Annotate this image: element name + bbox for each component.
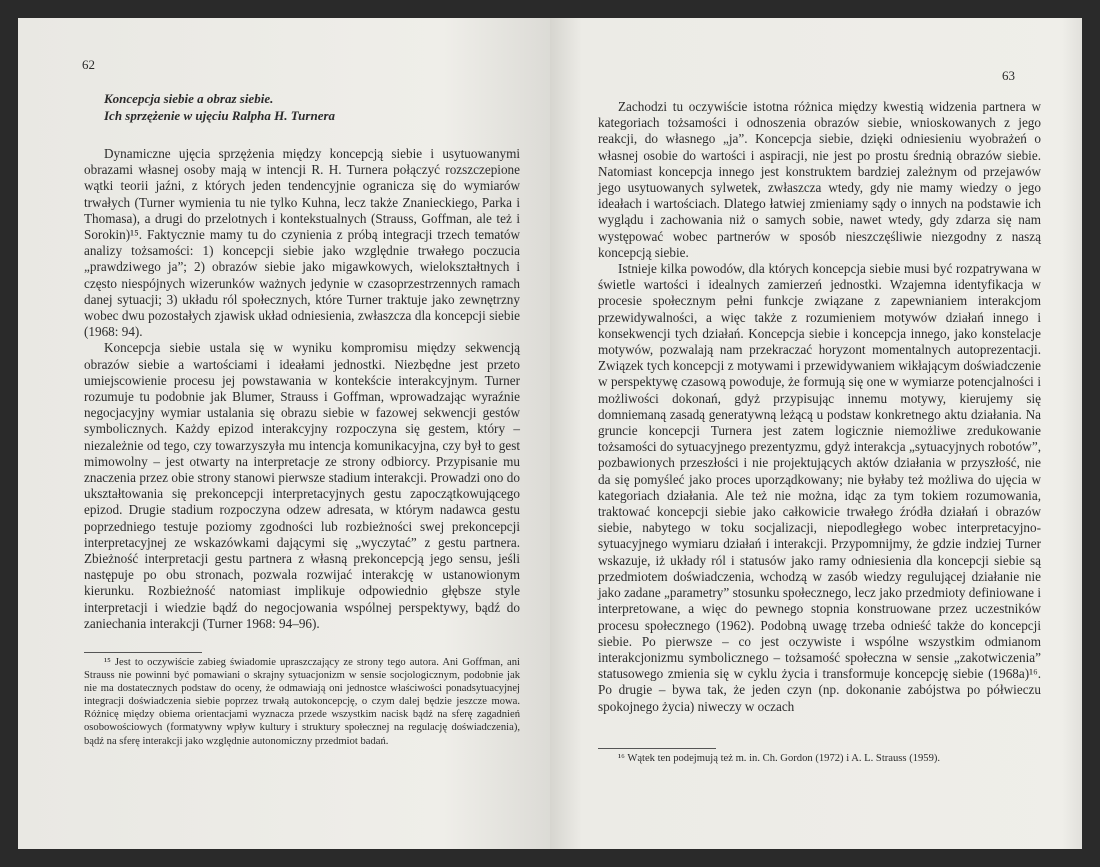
book-spread	[18, 18, 1082, 849]
body-text	[84, 146, 520, 632]
heading-line: Ich sprzężenie w ujęciu Ralpha H. Turnera	[104, 108, 336, 123]
section-heading	[104, 90, 335, 124]
left-page	[18, 18, 550, 849]
footnote	[84, 656, 520, 748]
footnote-text: ¹⁶ Wątek ten podejmują też m. in. Ch. Gordon (1972) i A. L. Strauss (1959).	[618, 753, 941, 764]
body-text	[598, 99, 1041, 715]
paragraph: Zachodzi tu oczywiście istotna różnica między kwestią widzenia partnera w kategoriach tożsamości i odnoszenia obrazów siebie, wnioskowanych z jego reakcji, do własnego „ja”. Koncepcja siebie, dzięki odniesieniu wyobrażeń o własnej osobie do wartości i aspiracji, nie jest po prostu średnią obrazów siebie. Natomiast koncepcja innego jest konstruktem bardziej zależnym od przejawów jego usytuowanych sylwetek, zwłaszcza wtedy, gdy nie mamy wiedzy o jego ideałach i wartościach. Dlatego łatwiej zmieniamy sądy o innych na podstawie ich wyglądu i zachowania niż o samych sobie, nawet wtedy, gdy zdarza się nam występować wobec partnerów w sposób nieszczęśliwie niezgodny z naszą koncepcją siebie.	[598, 99, 1041, 260]
footnote	[598, 752, 1041, 765]
page-number: 63	[1002, 68, 1015, 83]
footnote-text: ¹⁵ Jest to oczywiście zabieg świadomie upraszczający ze strony tego autora. Ani Goffman, ani Strauss nie powinni być pomawiani o skrajny sytuacjonizm w sensie socjologicznym, podobnie jak nie ma dostatecznych podstaw do oceny, że odmawiają oni jednostce właściwości ponadsytuacyjnej integracji doświadczenia siebie poprzez trwałą autokoncepcję, o czym dalej będzie jeszcze mowa. Różnicę między obiema orientacjami wyznacza przede wszystkim nacisk bądź na sferę zagadnień osobowościowych (formatywny wpływ kultury i struktury społecznej na regulację doświadczenia), bądź na sferę interakcji jako względnie autonomiczny przedmiot badań.	[84, 657, 520, 747]
paragraph: Koncepcja siebie ustala się w wyniku kompromisu między sekwencją obrazów siebie a wartościami i ideałami jednostki. Niezbędne jest przeto umiejscowienie procesu jej powstawania w kontekście interakcyjnym. Turner rozumuje tu podobnie jak Blumer, Strauss i Goffman, wprowadzając wyraźnie negocjacyjny wymiar ustalania się obrazu siebie w fazowej sekwencji gestów symbolicznych. Każdy epizod interakcyjny rozpoczyna się gestem, który – niezależnie od tego, czy towarzyszyła mu intencja komunikacyjna, czy był to gest mimowolny – jest otwarty na interpretacje ze strony odbiorcy. Przypisanie mu znaczenia przez obie strony stanowi pierwsze stadium interakcji. Prowadzi ono do ukształtowania się prekoncepcji interpretacyjnych gestu zapoczątkowującego epizod. Drugie stadium rozpoczyna odzew adresata, w którym nadawca gestu poprzedniego testuje poziomy zgodności lub rozbieżności swej prekoncepcji interpretacyjnej ze wskazówkami dającymi się „wyczytać” z gestu partnera. Zbieżność interpretacji gestu partnera z własną prekoncepcją jego sensu, jeśli następuje po obu stronach, pozwala rozwijać interakcję w ustanowionym kierunku. Rozbieżność natomiast implikuje odpowiednio głębsze style interpretacji i wiedzie bądź do negocjowania wspólnej perspektywy, bądź do zaniechania interakcji (Turner 1968: 94–96).	[84, 340, 520, 631]
footnote-rule	[598, 748, 716, 749]
paragraph: Istnieje kilka powodów, dla których koncepcja siebie musi być rozpatrywana w świetle wartości i idealnych zamierzeń jednostki. Wzajemna identyfikacja w procesie społecznym pełni funkcje związane z zapewnianiem interakcjom przewidywalności, a więc także z rozumieniem motywów działań innego i konsekwencji tych działań. Koncepcja siebie i koncepcja innego, jako konstelacje motywów, pozwalają nam przekraczać horyzont momentalnych autoprezentacji. Związek tych koncepcji z motywami i przewidywaniem wikłającym doświadczenie w perspektywę czasową powoduje, że formują się one w wymiarze potencjalności i możliwości dokonań, gdyż przypisując innemu motywy, kierujemy się domniemaną zasadą generatywną leżącą u podstaw konkretnego aktu działania. Na gruncie koncepcji Turnera jest zatem logicznie niemożliwe zredukowanie tożsamości do sytuacyjnego prezentyzmu, gdyż interakcja „sytuacyjnych robotów”, pozbawionych przeszłości i nie projektujących aktów działania w przyszłość, nie da się pomyśleć jako proces uporządkowany; nie byłaby też możliwa do ujęcia w kategoriach działania. Ale też nie można, idąc za tym tokiem rozumowania, traktować koncepcji siebie jako całkowicie trwałego źródła działań i obrazów siebie, nabytego w toku socjalizacji, niepodległego wobec interpretacyjno-sytuacyjnego wymiaru działań i interakcji. Przypomnijmy, że gdzie indziej Turner wskazuje, iż układy ról i statusów jako ramy odniesienia dla koncepcji siebie są przedmiotem doświadczenia, wchodzą w zasób wiedzy regulującej działanie nie jako zadane „parametry” stosunku społecznego, lecz jako przedmioty definiowane i interpretowane, a więc do pewnego stopnia konstruowane przez uczestników procesu społecznego (1962). Podobną uwagę trzeba odnieść także do koncepcji siebie. Po pierwsze – co jest oczywiste i wspólne wszystkim odmianom interakcjonizmu symbolicznego – tożsamość społeczna w sensie „zakotwiczenia” statusowego zmienia się w cyklu życia i transformuje koncepcję siebie (1968a)¹⁶. Po drugie – bywa tak, że jeden czyn (np. dokonanie zabójstwa po półwieczu spokojnego życia) niweczy w oczach	[598, 261, 1041, 714]
footnote-rule	[84, 652, 202, 653]
heading-line: Koncepcja siebie a obraz siebie.	[104, 91, 274, 106]
page-number: 62	[82, 57, 95, 72]
right-page	[550, 18, 1082, 849]
paragraph: Dynamiczne ujęcia sprzężenia między koncepcją siebie i usytuowanymi obrazami własnej osoby mają w intencji R. H. Turnera połączyć rozszczepione wątki teorii jaźni, z których jeden tendencyjnie ogranicza się do wymiarów trwałych (Turner wymienia tu nie tylko Kuhna, lecz także Znanieckiego, Parka i Thomasa), a drugi do przelotnych i kontekstualnych (Strauss, Goffman, ale też i Sorokin)¹⁵. Faktycznie mamy tu do czynienia z próbą integracji trzech tematów analizy tożsamości: 1) koncepcji siebie jako względnie trwałego poczucia „prawdziwego ja”; 2) obrazów siebie jako migawkowych, wielokształtnych i często niespójnych wizerunków ważnych jedynie w czasoprzestrzennych ramach danej sytuacji; 3) układu ról społecznych, które Turner traktuje jako zewnętrzny wobec dwu pozostałych zjawisk układ odniesienia, zwłaszcza dla koncepcji siebie (1968: 94).	[84, 146, 520, 340]
